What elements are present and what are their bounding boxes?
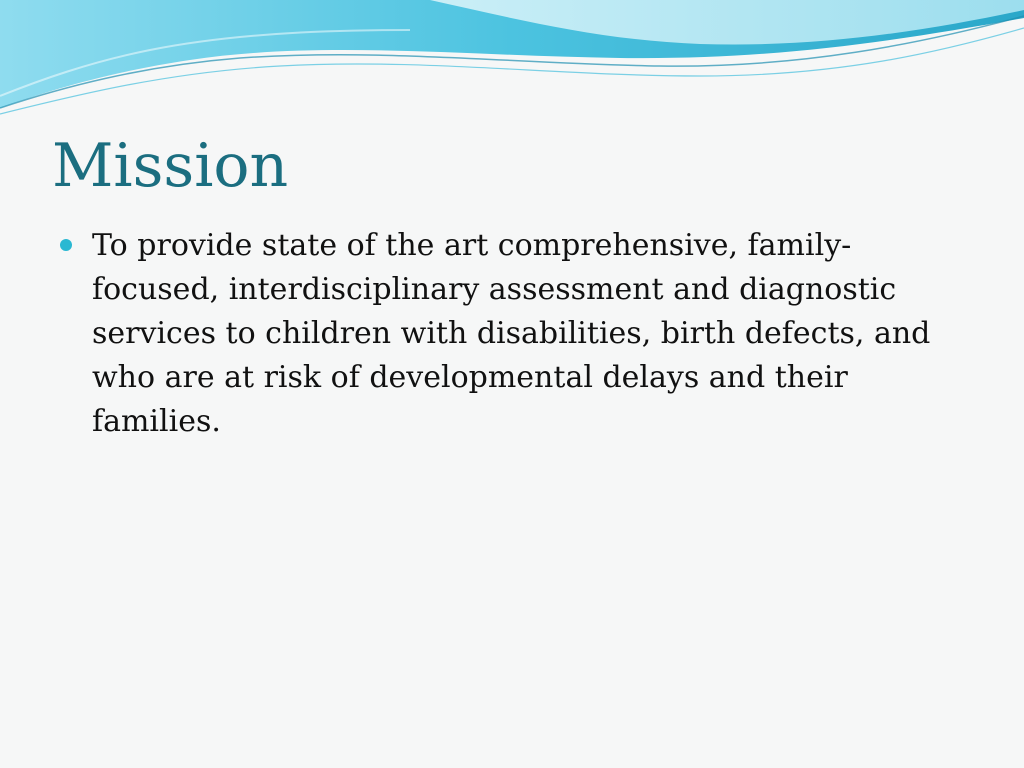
header-wave-decoration bbox=[0, 0, 1024, 120]
bullet-dot-icon bbox=[60, 239, 72, 251]
bullet-list bbox=[60, 224, 980, 444]
bullet-text: To provide state of the art comprehensive, family-focused, interdisciplinary assessment and diagnostic services to children with disabilities, birth defects, and who are at risk of developmental delays and their families. bbox=[92, 228, 931, 439]
bullet-item bbox=[60, 224, 980, 444]
slide-title: Mission bbox=[52, 131, 289, 201]
